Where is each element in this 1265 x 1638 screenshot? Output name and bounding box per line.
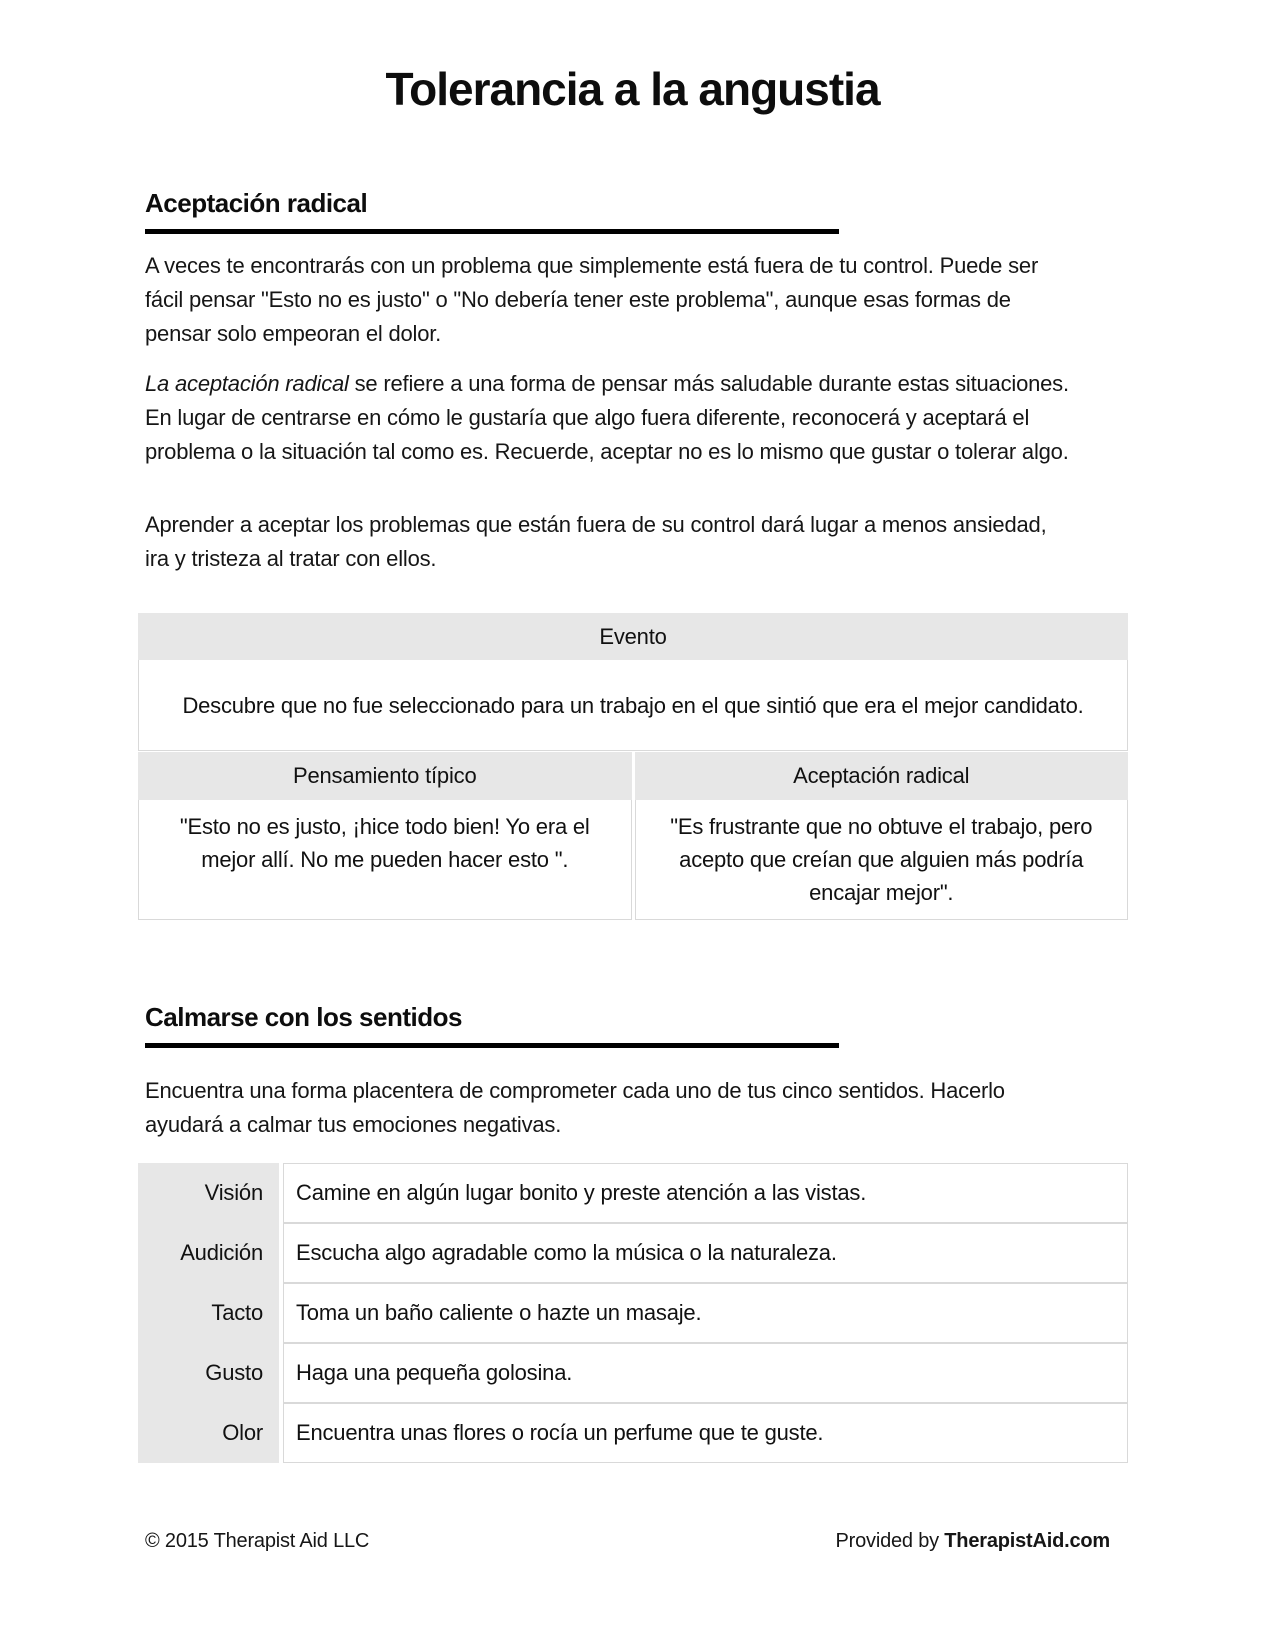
provided-by-prefix: Provided by <box>835 1530 945 1552</box>
radical-acceptance-cell: "Es frustrante que no obtuve el trabajo, pero acepto que creían que alguien más podría encajar mejor". <box>635 800 1129 920</box>
sense-label-vision: Visión <box>138 1163 279 1223</box>
section-rule-2 <box>145 1043 839 1048</box>
section-heading-radical-acceptance: Aceptación radical <box>145 188 368 218</box>
column-header-radical-acceptance: Aceptación radical <box>635 752 1129 800</box>
page-title: Tolerancia a la angustia <box>385 63 880 115</box>
paragraph-senses: Encuentra una forma placentera de comprometer cada uno de tus cinco sentidos. Hacerlo ayudará a calmar tus emociones negativas. <box>145 1078 1005 1137</box>
italic-term: La aceptación radical <box>145 371 349 396</box>
sense-desc-tacto: Toma un baño caliente o hazte un masaje. <box>283 1283 1128 1343</box>
definition-rest: se refiere a una forma de pensar más saludable durante estas situaciones. En lugar de centrarse en cómo le gustaría que algo fuera diferente, reconocerá y aceptará el problema o la situación tal como es. Recuerde, aceptar no es lo mismo que gustar o tolerar algo. <box>145 371 1069 464</box>
sense-label-audicion: Audición <box>138 1223 279 1283</box>
sense-desc-audicion: Escucha algo agradable como la música o la naturaleza. <box>283 1223 1128 1283</box>
copyright-text: © 2015 Therapist Aid LLC <box>145 1530 370 1552</box>
sense-label-gusto: Gusto <box>138 1343 279 1403</box>
sense-desc-olor: Encuentra unas flores o rocía un perfume que te guste. <box>283 1403 1128 1463</box>
typical-thought-cell: "Esto no es justo, ¡hice todo bien! Yo era el mejor allí. No me pueden hacer esto ". <box>138 800 632 920</box>
sense-desc-gusto: Haga una pequeña golosina. <box>283 1343 1128 1403</box>
quote-row <box>138 800 1128 920</box>
paragraph-definition <box>145 367 1095 469</box>
example-table <box>138 613 1128 920</box>
event-text-cell: Descubre que no fue seleccionado para un trabajo en el que sintió que era el mejor candidato. <box>138 660 1128 751</box>
event-header-cell: Evento <box>138 613 1128 660</box>
therapistaid-brand: TherapistAid.com <box>944 1530 1110 1552</box>
section-heading-soothing-senses: Calmarse con los sentidos <box>145 1002 462 1032</box>
section-rule <box>145 229 839 234</box>
sense-label-olor: Olor <box>138 1403 279 1463</box>
sense-label-tacto: Tacto <box>138 1283 279 1343</box>
provided-by-text <box>836 1530 1111 1553</box>
paragraph-benefit: Aprender a aceptar los problemas que están fuera de su control dará lugar a menos ansiedad, ira y tristeza al tratar con ellos. <box>145 512 1047 571</box>
paragraph-intro: A veces te encontrarás con un problema que simplemente está fuera de tu control. Puede ser fácil pensar "Esto no es justo" o "No debería tener este problema", aunque esas formas de pensar solo empeoran el dolor. <box>145 253 1039 346</box>
column-header-row <box>138 752 1128 800</box>
senses-table <box>138 1163 1128 1463</box>
column-header-typical-thought: Pensamiento típico <box>138 752 632 800</box>
sense-desc-vision: Camine en algún lugar bonito y preste atención a las vistas. <box>283 1163 1128 1223</box>
